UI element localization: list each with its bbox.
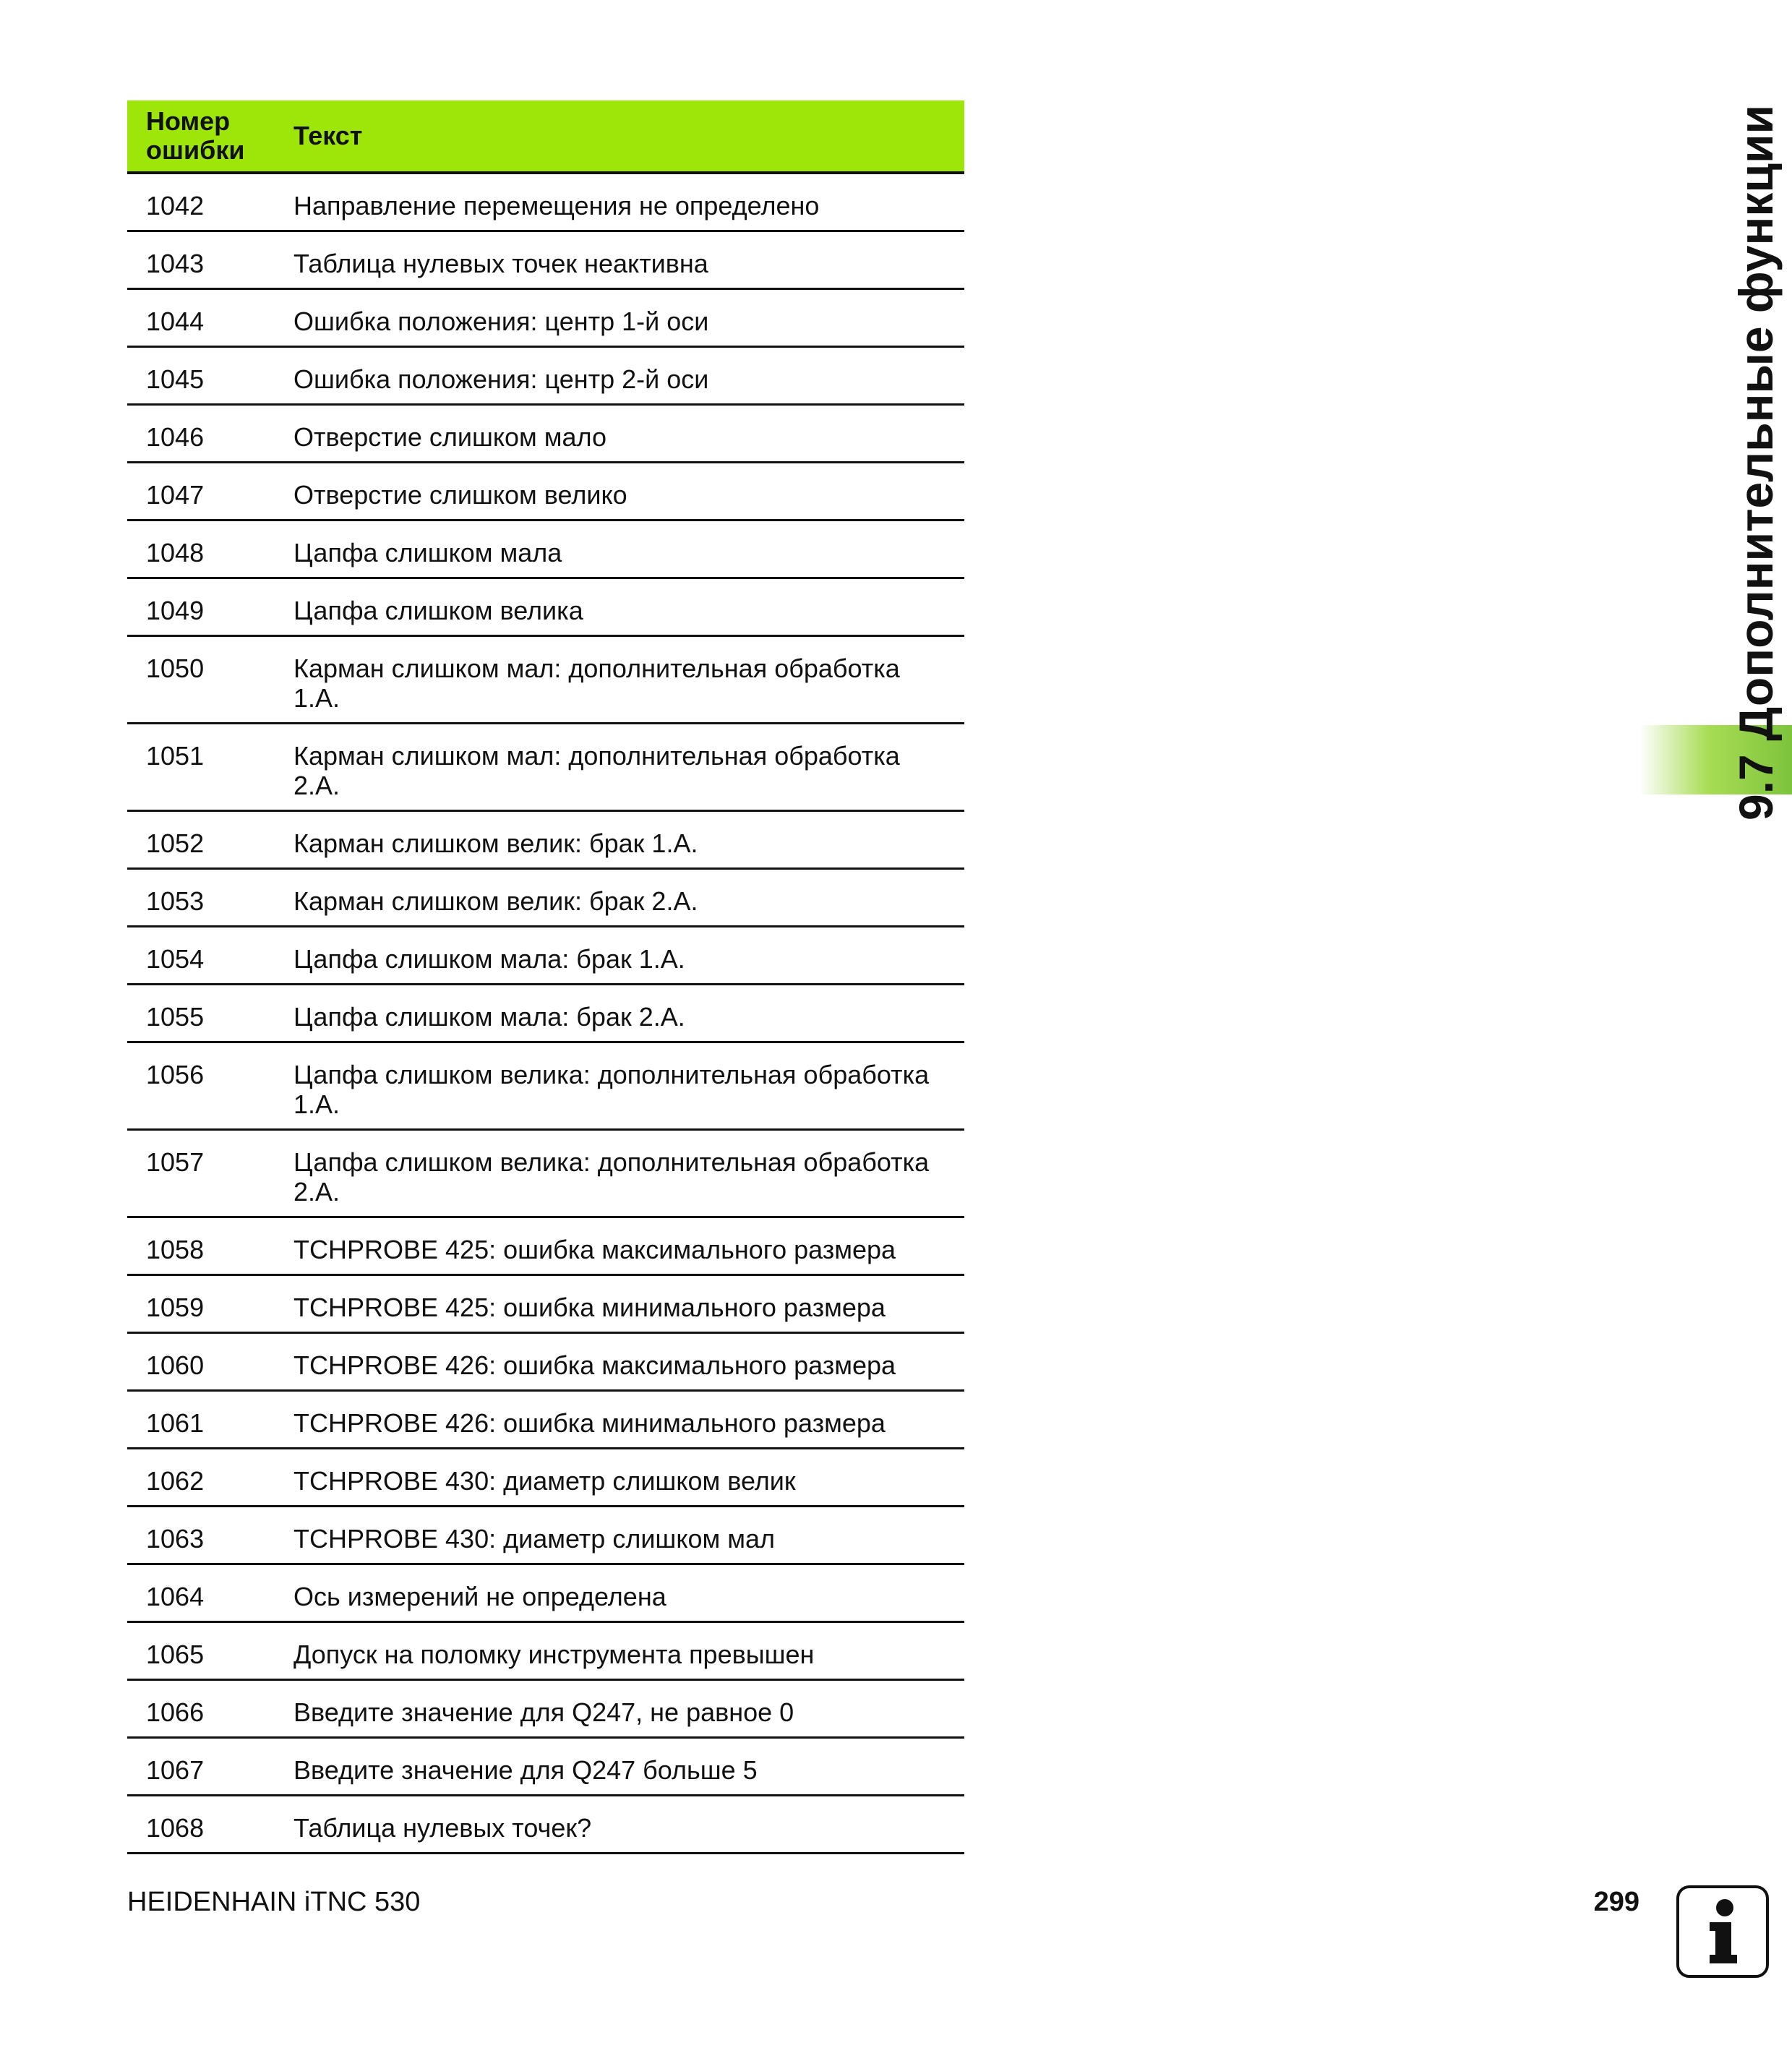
error-number-cell: 1051 — [127, 724, 275, 811]
table-row — [127, 173, 964, 231]
table-row — [127, 1042, 964, 1130]
error-text-cell: Отверстие слишком велико — [275, 463, 964, 520]
error-text-cell: Цапфа слишком велика: дополнительная обработка 2.A. — [275, 1130, 964, 1217]
error-number-cell: 1066 — [127, 1680, 275, 1738]
error-text-cell: TCHPROBE 426: ошибка минимального размера — [275, 1391, 964, 1449]
error-text-cell: TCHPROBE 426: ошибка максимального размера — [275, 1333, 964, 1391]
error-number-cell: 1059 — [127, 1275, 275, 1333]
table-row — [127, 1217, 964, 1275]
error-text-cell: TCHPROBE 430: диаметр слишком мал — [275, 1507, 964, 1564]
error-text-cell: TCHPROBE 425: ошибка максимального размера — [275, 1217, 964, 1275]
table-row — [127, 724, 964, 811]
error-text-cell: Ошибка положения: центр 2-й оси — [275, 347, 964, 405]
info-icon[interactable] — [1676, 1885, 1769, 1978]
error-text-cell: Введите значение для Q247 больше 5 — [275, 1738, 964, 1796]
error-number-cell: 1054 — [127, 927, 275, 985]
error-text-cell: Цапфа слишком мала: брак 2.A. — [275, 985, 964, 1042]
error-number-cell: 1064 — [127, 1564, 275, 1622]
error-number-cell: 1065 — [127, 1622, 275, 1680]
error-text-cell: Цапфа слишком велика — [275, 578, 964, 636]
error-text-cell: Ось измерений не определена — [275, 1564, 964, 1622]
error-number-cell: 1049 — [127, 578, 275, 636]
table-row — [127, 1333, 964, 1391]
error-number-cell: 1063 — [127, 1507, 275, 1564]
error-number-cell: 1042 — [127, 173, 275, 231]
table-row — [127, 1680, 964, 1738]
table-row — [127, 636, 964, 724]
error-text-cell: Цапфа слишком велика: дополнительная обработка 1.A. — [275, 1042, 964, 1130]
table-row — [127, 869, 964, 927]
error-text-cell: Цапфа слишком мала: брак 1.A. — [275, 927, 964, 985]
error-number-cell: 1067 — [127, 1738, 275, 1796]
table-row — [127, 578, 964, 636]
error-number-cell: 1052 — [127, 811, 275, 869]
error-number-cell: 1053 — [127, 869, 275, 927]
table-row — [127, 520, 964, 578]
error-text-cell: Направление перемещения не определено — [275, 173, 964, 231]
header-number-line1: Номер — [146, 106, 231, 136]
error-text-cell: Введите значение для Q247, не равное 0 — [275, 1680, 964, 1738]
info-glyph — [1679, 1888, 1766, 1975]
table-row — [127, 405, 964, 463]
error-number-cell: 1056 — [127, 1042, 275, 1130]
error-text-cell: Цапфа слишком мала — [275, 520, 964, 578]
error-number-cell: 1048 — [127, 520, 275, 578]
table-row — [127, 1449, 964, 1507]
error-number-cell: 1047 — [127, 463, 275, 520]
table-row — [127, 1622, 964, 1680]
table-row — [127, 1738, 964, 1796]
header-text: Текст — [275, 100, 964, 173]
error-text-cell: Таблица нулевых точек? — [275, 1796, 964, 1854]
error-text-cell: Таблица нулевых точек неактивна — [275, 231, 964, 289]
table-header-row — [127, 100, 964, 173]
header-error-number — [127, 100, 275, 173]
error-table — [127, 100, 964, 1854]
error-text-cell: Карман слишком мал: дополнительная обработка 1.A. — [275, 636, 964, 724]
error-number-cell: 1055 — [127, 985, 275, 1042]
error-text-cell: TCHPROBE 430: диаметр слишком велик — [275, 1449, 964, 1507]
error-number-cell: 1050 — [127, 636, 275, 724]
error-text-cell: Карман слишком велик: брак 2.A. — [275, 869, 964, 927]
table-row — [127, 1564, 964, 1622]
table-row — [127, 231, 964, 289]
table-row — [127, 1507, 964, 1564]
table-row — [127, 1391, 964, 1449]
error-text-cell: Ошибка положения: центр 1-й оси — [275, 289, 964, 347]
table-row — [127, 1796, 964, 1854]
error-number-cell: 1046 — [127, 405, 275, 463]
table-row — [127, 1130, 964, 1217]
table-row — [127, 985, 964, 1042]
chapter-side-title: 9.7 Дополнительные функции — [1729, 104, 1783, 821]
table-row — [127, 1275, 964, 1333]
error-number-cell: 1043 — [127, 231, 275, 289]
table-row — [127, 347, 964, 405]
header-number-line2: ошибки — [146, 135, 245, 165]
error-number-cell: 1062 — [127, 1449, 275, 1507]
error-number-cell: 1068 — [127, 1796, 275, 1854]
table-row — [127, 289, 964, 347]
error-number-cell: 1058 — [127, 1217, 275, 1275]
error-number-cell: 1057 — [127, 1130, 275, 1217]
footer-product: HEIDENHAIN iTNC 530 — [127, 1887, 421, 1917]
error-text-cell: Карман слишком мал: дополнительная обработка 2.A. — [275, 724, 964, 811]
error-text-cell: Отверстие слишком мало — [275, 405, 964, 463]
error-number-cell: 1044 — [127, 289, 275, 347]
error-text-cell: Допуск на поломку инструмента превышен — [275, 1622, 964, 1680]
error-number-cell: 1060 — [127, 1333, 275, 1391]
error-number-cell: 1045 — [127, 347, 275, 405]
error-text-cell: TCHPROBE 425: ошибка минимального размера — [275, 1275, 964, 1333]
table-row — [127, 927, 964, 985]
error-number-cell: 1061 — [127, 1391, 275, 1449]
page-number: 299 — [1593, 1887, 1639, 1917]
table-row — [127, 463, 964, 520]
table-row — [127, 811, 964, 869]
error-text-cell: Карман слишком велик: брак 1.A. — [275, 811, 964, 869]
